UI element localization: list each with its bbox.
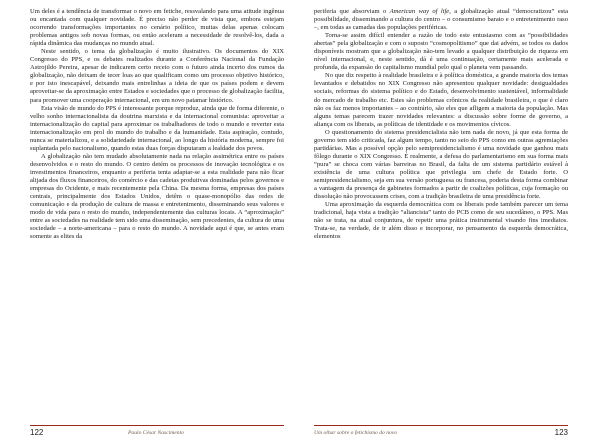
text-segment: No que diz respeito à realidade brasileira e à política doméstica, a grande maioria dos temas levantados e debatidos no XIX Congresso não apresentou qualquer novidade: desigualdades sociais, reformas do sistema político e do Estado, desenvolvimento sustentável, informalidade do mercado de trabalho etc. Estes são problemas crônicos da realidade brasileira, o que é claro não os faz menos importantes – ao contrário, são eles que afligem a maioria da população. Mas alguns temas parecem trazer novidades relevantes: a discussão sobre forme de governo, a aliança com os liberais, as políticas de identidade e os movimentos cívicos. [314, 72, 568, 128]
paragraph [30, 8, 284, 48]
right-page-body [314, 8, 568, 420]
text-segment: O questionamento do sistema presidencialista não tem nada de novo, já que esta forma de governo tem sido criticada, faz algum tempo, tanto no seio do PPS como em outras agremiações partidárias. Mas a possível opção pelo semipresidencialismo é uma novidade que ganhou mais fôlego durante o XIX Congresso. É realmente, a defesa do parlamentarismo em sua forma mais “pura” se choca com várias barreiras no Brasil, da falta de um sistema partidário estável à existência de uma cultura política que privilegia um chefe de Estado forte. O semipresidencialismo, seja em sua versão portuguesa ou francesa, poderia desta forma combinar a vantagem da presença de gabinetes formados a partir de coalizões políticas, cuja formação ou dissolução não provocassem crises, com a tradição brasileira de uma presidência forte. [314, 128, 568, 201]
footer-rule [314, 425, 568, 426]
text-segment: Um deles é a tendência de transformar o novo em fetiche, ressvalando para uma atitude ingênua ou encantada com qualquer novidade. É preciso não perder de vista que, embora estejam ocorrendo transformações importantes no cenário político, muitas delas apenas colocam problemas antigos sob novas formas, ou então aceleram a necessidade de resolvê-los, dada a rápida dinâmica das mudanças no mundo atual. [30, 8, 284, 48]
footer-rule [30, 425, 284, 426]
paragraph [314, 72, 568, 128]
paragraph [30, 153, 284, 242]
text-segment: Esta visão de mundo do PPS é interessante porque reproduz, ainda que de forma diferente, o velho sonho internacionalista da doutrina marxista e da internacional comunista: aproveitar a internacionalização do capital para aproximar os trabalhadores de todo o mundo e reverter esta internacionalização em prol do mundo do trabalho e da humanidade. Esta aspiração, contudo, nunca se materializou, e a solidariedade internacional, ao longo da história moderna, sempre foi suplantada pelo nacionalismo, quando estas duas forças disputaram a lealdade dos povos. [30, 104, 284, 152]
left-page-body [30, 8, 284, 420]
text-segment: , a globalização atual “democratizou” esta possibilidade, disseminando a cultura do centro – o consumismo barato e o entretenimento raso –, em todas as camadas das populações periféricas. [314, 8, 568, 32]
paragraph [30, 105, 284, 153]
text-segment: Neste sentido, o tema da globalização é muito ilustrativo. Os documentos do XIX Congresso do PPS, e os debates realizados durante a Conferência Nacional da Fundação Astrojildo Pereira, apesar de indicarem certo receio com o futuro ainda incerto dos rumos da globalização, não deixam de tecer loas ao que qualificam como um processo objetivo histórico, e por isto inescapável, deixando mais entrelinhas a ideia de que os países podem e devem aproveitar-se da aproximação entre Estados e sociedades que o processo de globalização facilita, para promover uma cooperação internacional, em um novo patamar histórico. [30, 48, 284, 104]
page-number: 123 [554, 428, 568, 437]
paragraph [314, 32, 568, 72]
text-segment: Uma aproximação da esquerda democrática com os liberais pode também parecer um tema tradicional, haja vista a tradição “aliancista” tanto do PCB como de seu sucedâneo, o PPS. Mas não se trata, na atual conjuntura, de repetir uma prática instrumental visando fins imediatos. Trata-se, na verdade, de ir além disso e incorporar, no pensamento da esquerda democrática, elementos [314, 201, 568, 241]
running-head: Um olhar sobre o fetichismo do novo [314, 430, 398, 436]
italic-text-segment: American way of life [389, 8, 450, 15]
page-number: 122 [30, 428, 44, 437]
text-segment: Torna-se assim difícil entender a razão de todo este entusiasmo com as “possibilidades abertas” pela globalização e com o suposto “cosmopolitismo” que dai advém, se todos os dados disponíveis mostram que a globalização não-tem levado a qualquer distribuição de riqueza em nível internacional, e, neste sentido, dá é uma continuação, certamente mais acelerada e profunda, da expansão do capitalismo mundial pelo qual o planeta vem passando. [314, 32, 568, 72]
text-segment: periferia que absorviam o [314, 8, 390, 15]
paragraph [314, 8, 568, 32]
paragraph [314, 129, 568, 201]
paragraph [30, 48, 284, 104]
right-page [300, 0, 600, 445]
running-head: Paulo César Nascimento [128, 430, 184, 436]
paragraph [314, 201, 568, 241]
text-segment: A globalização não tem mudado absolutamente nada na relação assimétrica entre os países desenvolvidos e o resto do mundo. O centro detém os processos de inovação tecnológica e os investimentos financeiros, enquanto a periferia tenta adaptar-se a esta realidade para não ficar alijada dos fluxos financeiros, do comércio e das cadeias produtivas dominadas pelos governos e empresas do Ocidente, e mais recentemente pela China. Da mesma forma, empresas dos países centrais, principalmente dos Estados Unidos, detêm o quase-monopólio das redes de comunicação e da produção de cultura de massa e entretenimento, disseminando seus valores e modo de vida para o resto do mundo, independentemente das culturas locais. A “aproximação” entre as sociedades na realidade tem sido uma disseminação, sem precedentes, da cultura de uma sociedade – a norte-americana – para o resto do mundo. A novidade aqui é que, se antes eram somente as elites da [30, 152, 284, 241]
